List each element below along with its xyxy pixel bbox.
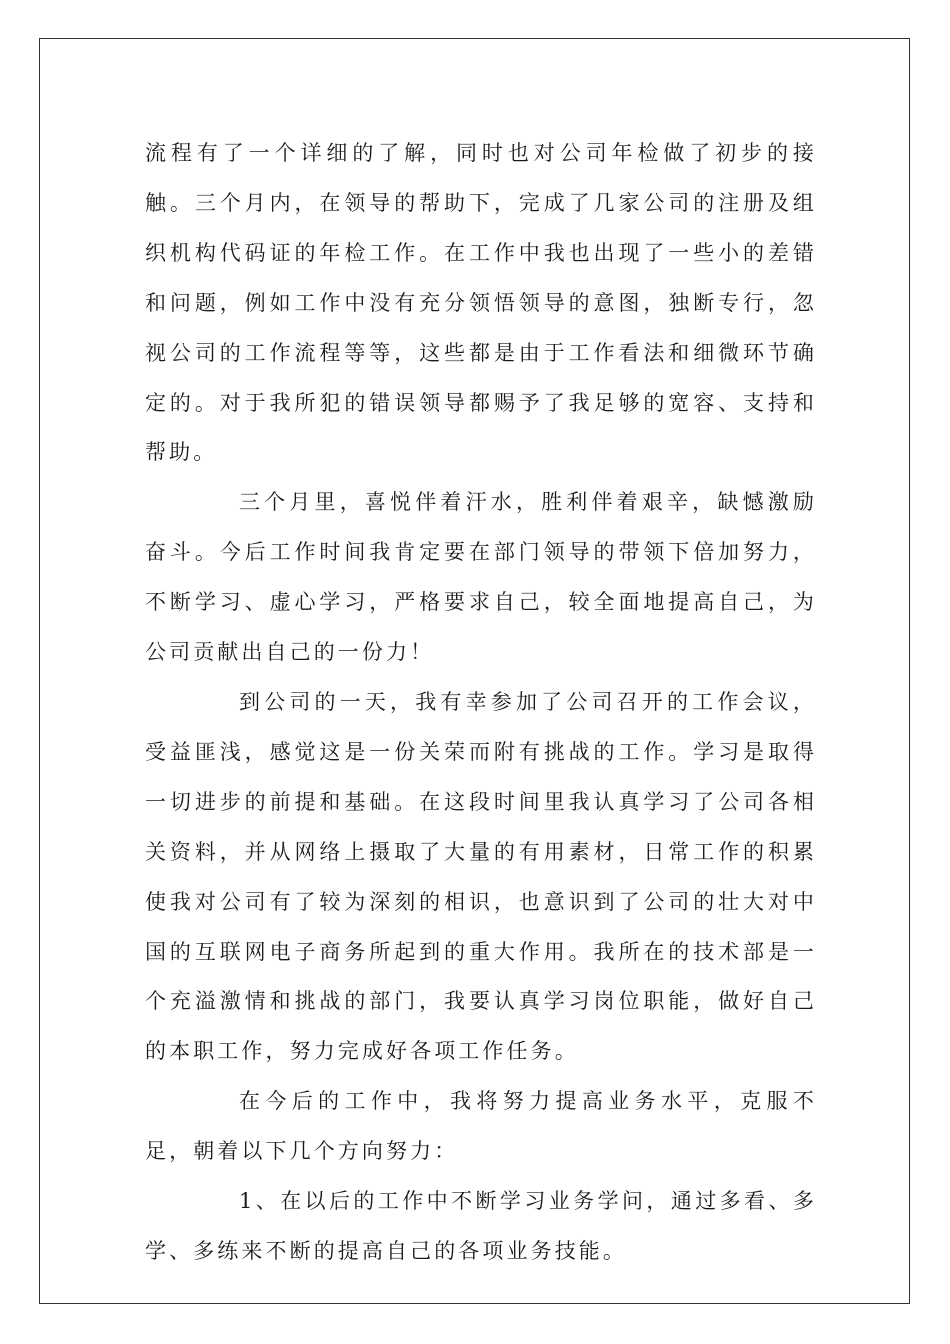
document-body <box>145 129 817 1277</box>
paragraph-3: 到公司的一天，我有幸参加了公司召开的工作会议，受益匪浅，感觉这是一份关荣而附有挑战的工作。学习是取得一切进步的前提和基础。在这段时间里我认真学习了公司各相关资料，并从网络上摄取了大量的有用素材，日常工作的积累使我对公司有了较为深刻的相识，也意识到了公司的壮大对中国的互联网电子商务所起到的重大作用。我所在的技术部是一个充溢激情和挑战的部门，我要认真学习岗位职能，做好自己的本职工作，努力完成好各项工作任务。 <box>145 689 817 1064</box>
paragraph-4: 在今后的工作中，我将努力提高业务水平，克服不足，朝着以下几个方向努力： <box>145 1089 817 1164</box>
paragraph-2: 三个月里，喜悦伴着汗水，胜利伴着艰辛，缺憾激励奋斗。今后工作时间我肯定要在部门领导的带领下倍加努力，不断学习、虚心学习，严格要求自己，较全面地提高自己，为公司贡献出自己的一份力！ <box>145 490 817 665</box>
paragraph-1: 流程有了一个详细的了解，同时也对公司年检做了初步的接触。三个月内，在领导的帮助下，完成了几家公司的注册及组织机构代码证的年检工作。在工作中我也出现了一些小的差错和问题，例如工作中没有充分领悟领导的意图，独断专行，忽视公司的工作流程等等，这些都是由于工作看法和细微环节确定的。对于我所犯的错误领导都赐予了我足够的宽容、支持和帮助。 <box>145 141 817 465</box>
paragraph-5: 1、在以后的工作中不断学习业务学问，通过多看、多学、多练来不断的提高自己的各项业务技能。 <box>145 1189 817 1263</box>
